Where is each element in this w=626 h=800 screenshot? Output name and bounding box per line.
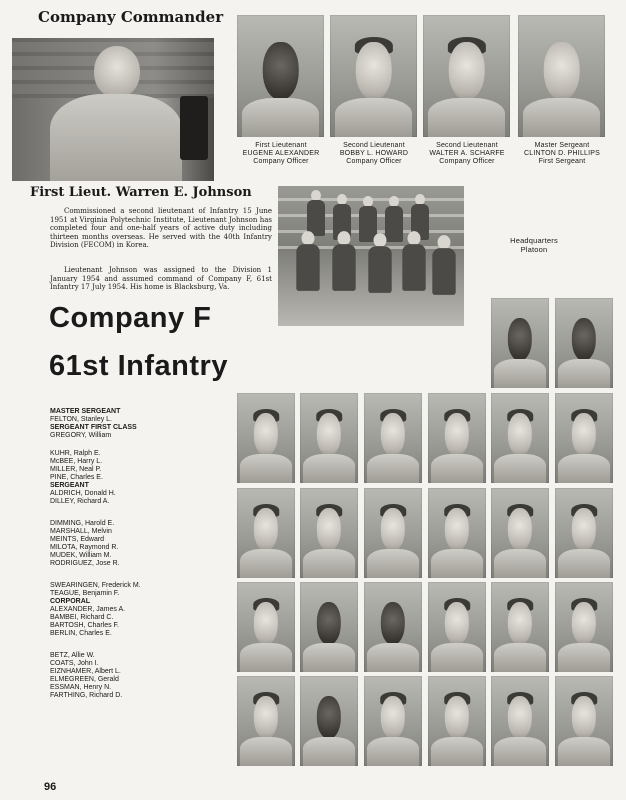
enlisted-portrait [428,488,486,578]
roster-list: MASTER SERGEANT FELTON, Stanley L. SERGEANT FIRST CLASS GREGORY, William KUHR, Ralph E. McBEE, Harry L. MILLER, Neal P. PINE, Charles E. SERGEANT ALDRICH, Donald H. DILLEY, Richard A. DIMMING, Harold E. MARSHALL, Melvin MEINTS, Edward MILOTA, Raymond R. MUDEK, William M. RODRIGUEZ, Jose R. SWEARINGEN, Frederick M. TEAGUE, Benjamin F. CORPORAL ALEXANDER, James A. BAMBEI, Richard C. BARTOSH, Charles F. BERLIN, Charles E. BETZ, Allie W. COATS, John I. EIZNHAMER, Albert L. ELMEGREEN, Gerald ESSMAN, Henry N. FARTHING, Richard D. [50,408,141,699]
regiment-title: 61st Infantry [49,350,228,382]
enlisted-portrait [300,676,358,766]
enlisted-portrait [491,393,549,483]
enlisted-portrait [300,582,358,672]
officer-caption-4: Master Sergeant CLINTON D. PHILLIPS First Sergeant [523,142,601,165]
enlisted-portrait [555,676,613,766]
enlisted-portrait [364,488,422,578]
commander-heading: Company Commander [38,8,224,26]
enlisted-portrait [491,488,549,578]
enlisted-portrait [237,582,295,672]
enlisted-portrait [555,488,613,578]
enlisted-portrait-top-2 [555,298,613,388]
commander-name: First Lieut. Warren E. Johnson [30,185,252,200]
enlisted-portrait [428,582,486,672]
headquarters-caption: Headquarters Platoon [510,236,558,254]
enlisted-portrait [364,393,422,483]
enlisted-portrait [237,676,295,766]
commander-photo [12,38,214,181]
enlisted-portrait [237,393,295,483]
enlisted-portrait [300,393,358,483]
enlisted-portrait [491,582,549,672]
officer-photo-3 [423,15,510,137]
enlisted-portrait [491,676,549,766]
company-title: Company F [49,302,212,334]
officer-caption-3: Second Lieutenant WALTER A. SCHARFE Company Officer [429,142,505,165]
enlisted-portrait [364,582,422,672]
officer-caption-2: Second Lieutenant BOBBY L. HOWARD Company Officer [339,142,409,165]
enlisted-portrait [555,393,613,483]
headquarters-platoon-photo [278,186,464,326]
enlisted-portrait [300,488,358,578]
commander-bio-1: Commissioned a second lieutenant of Infantry 15 June 1951 at Virginia Polytechnic Institute, Lieutenant Johnson has completed four and one-half years of active duty including thirteen months overseas. He served with the 40th Infantry Division (FECOM) in Korea. [50,207,272,249]
enlisted-portrait [237,488,295,578]
officer-caption-1: First Lieutenant EUGENE ALEXANDER Company Officer [242,142,320,165]
officer-photo-4 [518,15,605,137]
page-number: 96 [44,781,57,793]
officer-photo-2 [330,15,417,137]
enlisted-portrait [428,676,486,766]
enlisted-portrait [428,393,486,483]
enlisted-portrait-top-1 [491,298,549,388]
enlisted-portrait [555,582,613,672]
enlisted-portrait [364,676,422,766]
officer-photo-1 [237,15,324,137]
commander-bio-2: Lieutenant Johnson was assigned to the Division 1 January 1954 and assumed command of Company F, 61st Infantry 17 July 1954. His home is Blacksburg, Va. [50,266,272,291]
